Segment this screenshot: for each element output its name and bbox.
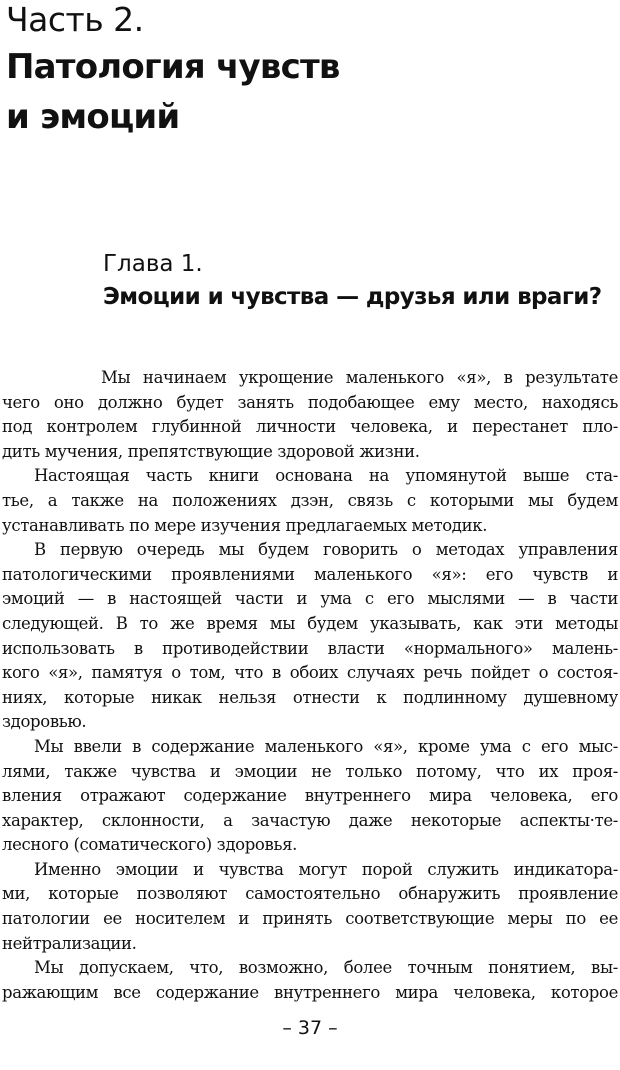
text-line: Мы допускаем, что, возможно, более точным понятием, вы- [34,958,618,978]
part-title [6,42,340,142]
text-line: лями, также чувства и эмоции не только потому, что их проя- [2,761,618,781]
text-line: патологическими проявлениями маленького «я»: его чувств и [2,564,618,584]
text-line: ражающим все содержание внутреннего мира человека, которое [2,982,618,1002]
text-line: под контролем глубинной личности человека, и перестанет пло- [2,417,618,437]
chapter-label: Глава 1. [103,251,203,277]
text-line: Мы ввели в содержание маленького «я», кроме ума с его мыс- [34,736,618,756]
text-line: эмоций — в настоящей части и ума с его мыслями — в части [2,589,618,609]
text-line: тье, а также на положениях дзэн, связь с которыми мы будем [2,490,618,510]
text-line: дить мучения, препятствующие здоровой жизни. [2,441,420,461]
text-line: Мы начинаем укрощение маленького «я», в результате [101,368,618,387]
text-line: Именно эмоции и чувства могут порой служить индикатора- [34,859,618,879]
text-line: ниях, которые никак нельзя отнести к подлинному душевному [2,687,618,707]
text-line: чего оно должно будет занять подобающее ему место, находясь [2,392,618,412]
text-line: лесного (соматического) здоровья. [2,835,298,855]
part-title-line: Патология чувств [6,47,340,87]
text-line: Настоящая часть книги основана на упомянутой выше ста- [34,466,618,486]
text-line: нейтрализации. [2,933,137,953]
text-line: использовать в противодействии власти «нормального» малень- [2,638,618,658]
text-line: здоровью. [2,712,87,732]
text-line: вления отражают содержание внутреннего мира человека, его [2,786,618,806]
page-number: – 37 – [282,1017,338,1039]
part-title-line: и эмоций [6,97,180,137]
text-line: следующей. В то же время мы будем указывать, как эти методы [2,613,618,633]
text-line: кого «я», памятуя о том, что в обоих случаях речь пойдет о состоя- [2,663,618,683]
text-line: В первую очередь мы будем говорить о методах управления [34,540,618,560]
text-line: устанавливать по мере изучения предлагаемых методик. [2,515,488,535]
part-label: Часть 2. [6,0,144,39]
body-text [2,366,618,1005]
text-line: патологии ее носителем и принять соответствующие меры по ее [2,909,618,929]
text-line: характер, склонности, а зачастую даже некоторые аспекты·те- [2,810,618,830]
text-line: ми, которые позволяют самостоятельно обнаружить проявление [2,884,618,904]
chapter-title: Эмоции и чувства — друзья или враги? [103,284,602,310]
